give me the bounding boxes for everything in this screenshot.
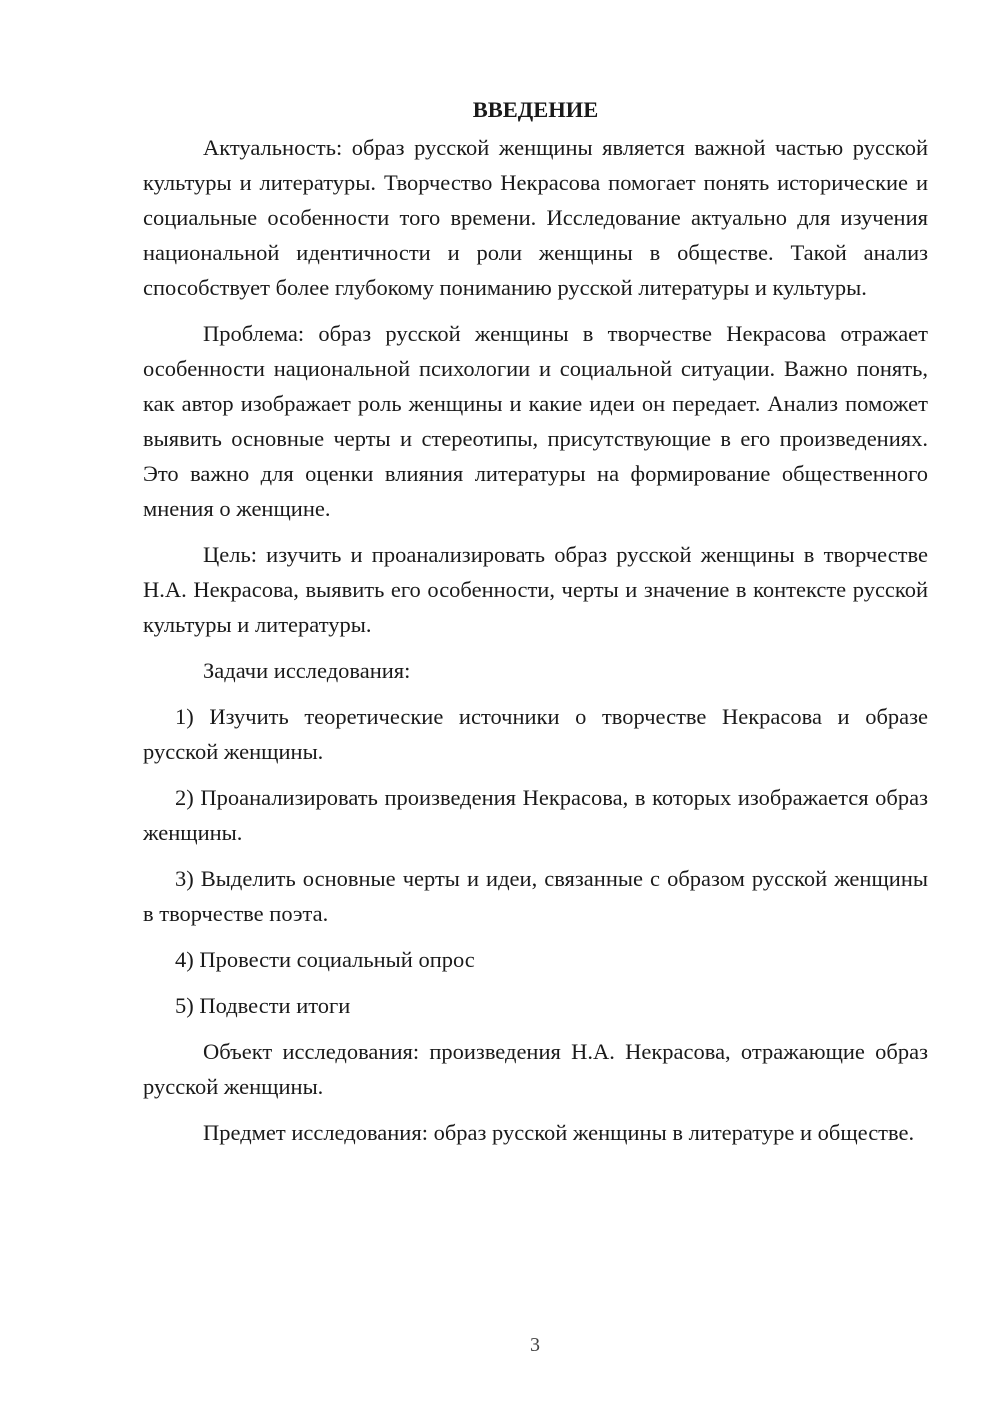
task-item: 2) Проанализировать произведения Некрасова, в которых изображается образ женщины.: [143, 785, 928, 845]
tasks-title: Задачи исследования:: [203, 658, 411, 683]
relevance-paragraph: Актуальность: образ русской женщины является важной частью русской культуры и литературы. Творчество Некрасова помогает понять исторические и социальные особенности того времени. Исследование актуально для изучения национальной идентичности и роли женщины в обществе. Такой анализ способствует более глубокому пониманию русской литературы и культуры.: [143, 135, 928, 300]
document-page: [143, 92, 928, 1161]
task-item: 4) Провести социальный опрос: [175, 947, 475, 972]
subject-paragraph: Предмет исследования: образ русской женщины в литературе и обществе.: [203, 1120, 915, 1145]
object-paragraph: Объект исследования: произведения Н.А. Некрасова, отражающие образ русской женщины.: [143, 1039, 928, 1099]
tasks-list: [143, 699, 928, 1023]
task-item: 5) Подвести итоги: [175, 993, 351, 1018]
task-item: 1) Изучить теоретические источники о творчестве Некрасова и образе русской женщины.: [143, 704, 928, 764]
problem-paragraph: Проблема: образ русской женщины в творчестве Некрасова отражает особенности национальной психологии и социальной ситуации. Важно понять, как автор изображает роль женщины и какие идеи он передает. Анализ поможет выявить основные черты и стереотипы, присутствующие в его произведениях. Это важно для оценки влияния литературы на формирование общественного мнения о женщине.: [143, 321, 928, 521]
goal-paragraph: Цель: изучить и проанализировать образ русской женщины в творчестве Н.А. Некрасова, выявить его особенности, черты и значение в контексте русской культуры и литературы.: [143, 542, 928, 637]
page-number: 3: [530, 1334, 540, 1356]
task-item: 3) Выделить основные черты и идеи, связанные с образом русской женщины в творчестве поэта.: [143, 866, 928, 926]
section-heading: ВВЕДЕНИЕ: [472, 97, 599, 122]
